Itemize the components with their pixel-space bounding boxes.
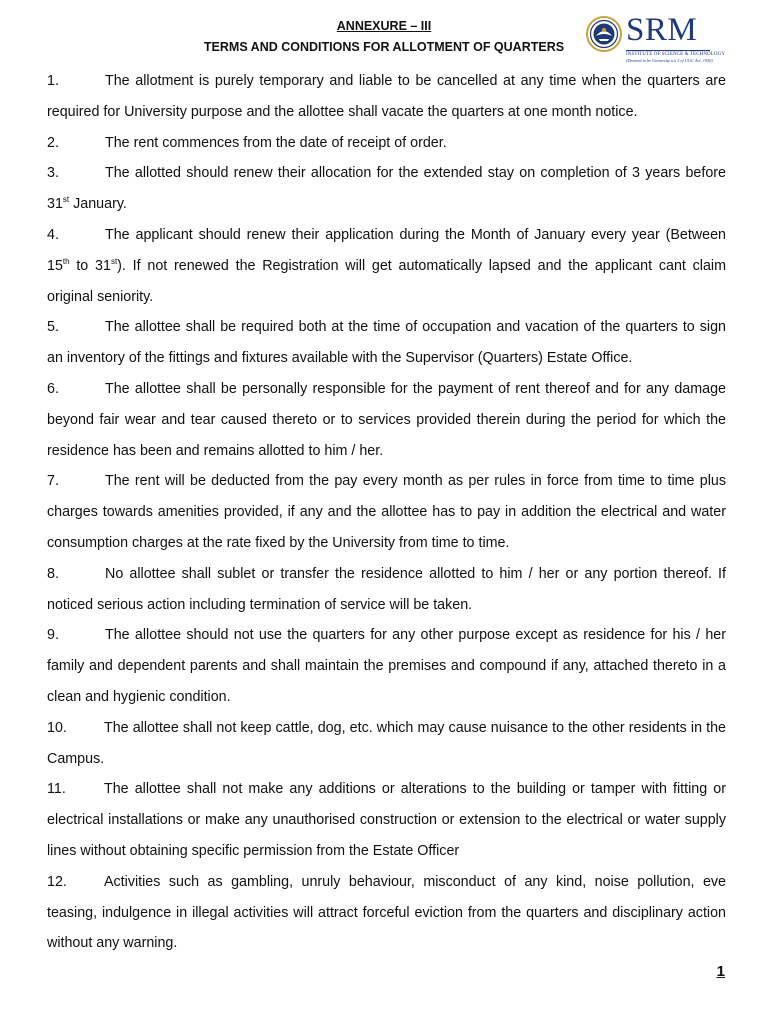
term-item bbox=[47, 713, 726, 775]
term-number: 2. bbox=[47, 134, 59, 151]
superscript: th bbox=[62, 256, 70, 266]
logo-institute-name: INSTITUTE OF SCIENCE & TECHNOLOGY bbox=[626, 52, 726, 57]
logo-deemed-note: (Deemed to be University u/s 3 of UGC Act, 1956) bbox=[626, 58, 713, 63]
term-item bbox=[47, 559, 726, 621]
term-item bbox=[47, 128, 726, 159]
term-text: The allottee shall be personally responsible for the payment of rent thereof and for any damage beyond fair wear and tear caused thereto or to services provided therein during the period for which the residence has been and remains allotted to him / her. bbox=[47, 380, 726, 459]
term-number: 7. bbox=[47, 473, 59, 490]
term-text: The allotment is purely temporary and liable to be cancelled at any time when the quarters are required for University purpose and the allottee shall vacate the quarters at one month notice. bbox=[47, 73, 726, 120]
logo-wordmark: SRM bbox=[626, 12, 698, 48]
term-item bbox=[47, 774, 726, 866]
term-item bbox=[47, 158, 726, 220]
superscript: st bbox=[62, 195, 70, 205]
superscript: st bbox=[110, 256, 118, 266]
term-number: 8. bbox=[47, 565, 59, 582]
term-text: The rent commences from the date of receipt of order. bbox=[105, 134, 447, 151]
term-item bbox=[47, 220, 726, 312]
term-number: 5. bbox=[47, 319, 59, 336]
term-text: The rent will be deducted from the pay every month as per rules in force from time to time plus charges towards amenities provided, if any and the allottee has to pay in addition the electrical and water consumption charges at the rate fixed by the University from time to time. bbox=[47, 473, 726, 551]
term-item bbox=[47, 374, 726, 466]
term-text: ). If not renewed the Registration will get automatically lapsed and the applicant cant claim original seniority. bbox=[47, 257, 726, 305]
term-number: 6. bbox=[47, 380, 59, 397]
terms-list bbox=[47, 66, 726, 959]
annexure-heading: ANNEXURE – III bbox=[336, 19, 432, 33]
term-text: Activities such as gambling, unruly behaviour, misconduct of any kind, noise pollution, eve teasing, indulgence in illegal activities will attract forceful eviction from the quarters and disciplinary action without any warning. bbox=[47, 873, 726, 952]
term-number: 11. bbox=[47, 781, 66, 798]
term-item bbox=[47, 312, 726, 374]
term-number: 4. bbox=[47, 226, 59, 243]
term-text: The applicant should renew their application during the Month of January every year (Between 15 bbox=[47, 226, 726, 274]
term-item bbox=[47, 66, 726, 128]
term-text: The allotted should renew their allocation for the extended stay on completion of 3 years before 31 bbox=[47, 165, 726, 213]
term-text: to 31 bbox=[69, 257, 111, 274]
term-text: The allottee should not use the quarters for any other purpose except as residence for his / her family and dependent parents and shall maintain the premises and compound if any, attached thereto in a clean and hygienic condition. bbox=[47, 627, 726, 705]
term-text: No allottee shall sublet or transfer the residence allotted to him / her or any portion thereof. If noticed serious action including termination of service will be taken. bbox=[47, 565, 726, 613]
term-item bbox=[47, 867, 726, 959]
term-item bbox=[47, 466, 726, 558]
page-number: 1 bbox=[716, 963, 725, 980]
term-number: 10. bbox=[47, 719, 67, 736]
term-number: 3. bbox=[47, 165, 59, 182]
term-number: 12. bbox=[47, 873, 67, 890]
term-text: The allottee shall not make any additions or alterations to the building or tamper with fitting or electrical installations or make any unauthorised construction or extension to the electrical or water supply lines without obtaining specific permission from the Estate Officer bbox=[47, 781, 726, 859]
term-item bbox=[47, 620, 726, 712]
term-number: 9. bbox=[47, 627, 59, 644]
term-text: The allottee shall not keep cattle, dog, etc. which may cause nuisance to the other residents in the Campus. bbox=[47, 719, 726, 767]
term-text: The allottee shall be required both at the time of occupation and vacation of the quarters to sign an inventory of the fittings and fixtures available with the Supervisor (Quarters) Estate Office. bbox=[47, 319, 726, 367]
document-title: TERMS AND CONDITIONS FOR ALLOTMENT OF QUARTERS bbox=[203, 40, 565, 54]
term-number: 1. bbox=[47, 73, 59, 89]
term-text: January. bbox=[69, 196, 127, 213]
